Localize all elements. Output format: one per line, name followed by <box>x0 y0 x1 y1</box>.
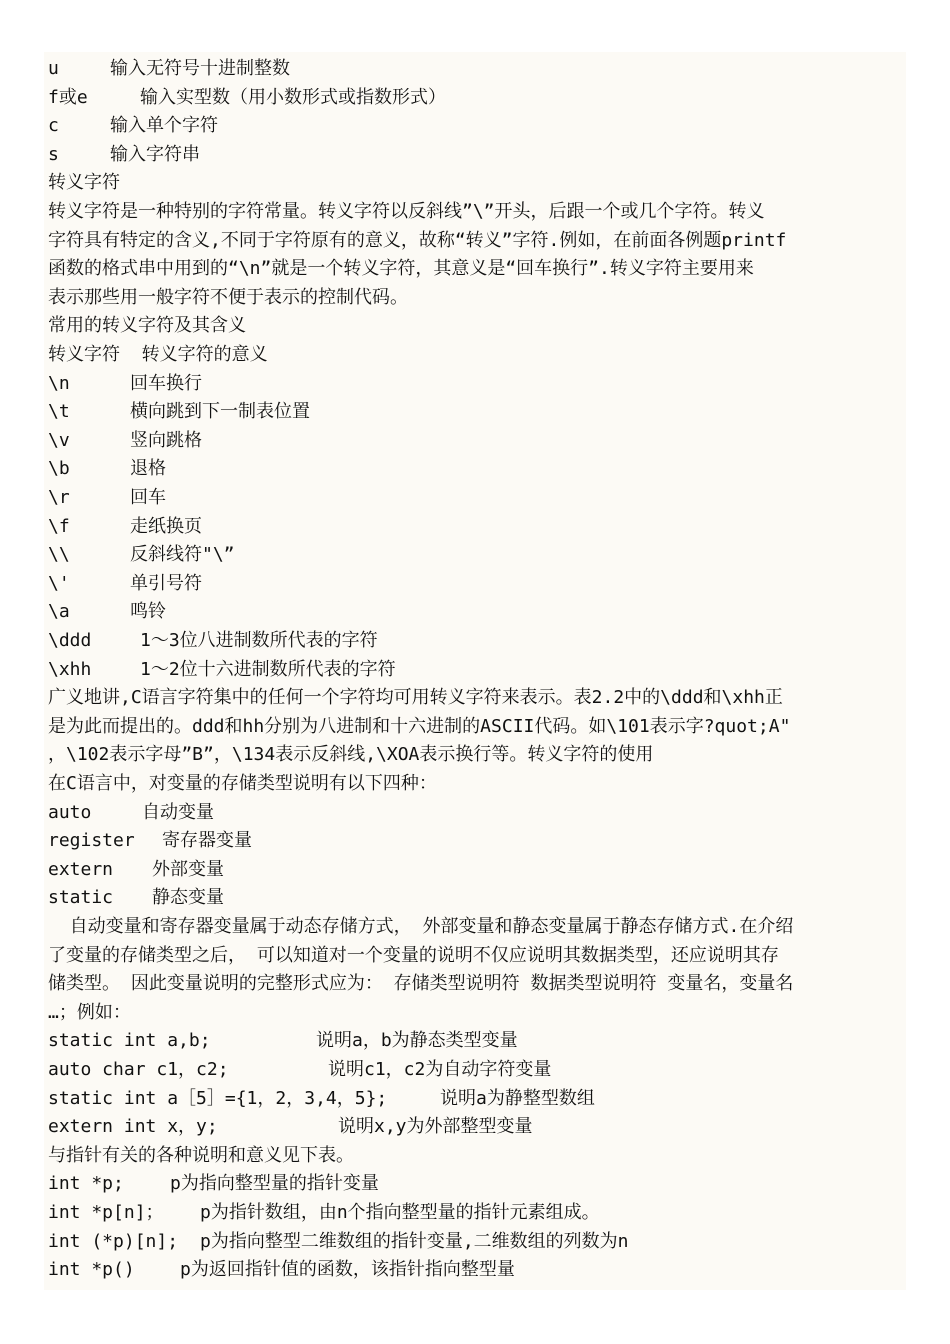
code-term: \\ <box>48 544 70 566</box>
term-description: 退格 <box>130 458 166 480</box>
term-description: p为返回指针值的函数，该指针指向整型量 <box>180 1259 515 1281</box>
code-term: int (*p)[n]; <box>48 1230 179 1252</box>
term-description: 外部变量 <box>152 858 224 880</box>
term-description: 寄存器变量 <box>162 830 252 852</box>
term-description: 输入实型数（用小数形式或指数形式） <box>140 86 446 108</box>
text-line: 了变量的存储类型之后， 可以知道对一个变量的说明不仅应说明其数据类型，还应说明其存 <box>48 944 779 966</box>
text-line: 常用的转义字符及其含义 <box>48 315 246 337</box>
code-term: \r <box>48 487 70 508</box>
term-description: 反斜线符"\” <box>130 544 235 566</box>
term-description: 输入单个字符 <box>110 115 218 137</box>
term-description: p为指针数组，由n个指向整型量的指针元素组成。 <box>200 1202 600 1223</box>
code-term: s <box>48 143 59 165</box>
code-term: \n <box>48 372 70 394</box>
code-term: \v <box>48 429 70 451</box>
code-term: auto <box>48 801 92 823</box>
code-term: static int a［5］={1，2，3,4，5}; <box>48 1087 388 1109</box>
document-page <box>44 52 906 1290</box>
code-term: \a <box>48 601 70 623</box>
code-term: \b <box>48 458 70 480</box>
term-description: 回车换行 <box>130 372 202 394</box>
term-description: 说明a，b为静态类型变量 <box>316 1030 518 1052</box>
code-term: int *p[n]； <box>48 1202 164 1223</box>
code-term: \t <box>48 401 70 423</box>
term-description: 说明a为静整型数组 <box>440 1087 595 1109</box>
code-term: int *p() <box>48 1259 135 1281</box>
term-description: 竖向跳格 <box>130 429 202 451</box>
code-term: extern <box>48 858 114 880</box>
code-term: \f <box>48 515 70 537</box>
term-description: 输入字符串 <box>110 143 200 165</box>
text-line: 广义地讲,C语言字符集中的任何一个字符均可用转义字符来表示。表2.2中的\ddd和\xhh正 <box>48 687 783 709</box>
code-term: auto char c1，c2; <box>48 1059 229 1080</box>
term-description: 输入无符号十进制整数 <box>110 58 290 79</box>
code-term: static int a,b; <box>48 1030 211 1052</box>
term-description: p为指向整型量的指针变量 <box>170 1173 379 1195</box>
code-term: c <box>48 115 59 137</box>
term-description: p为指向整型二维数组的指针变量,二维数组的列数为n <box>200 1230 629 1252</box>
text-line: …；例如： <box>48 1001 131 1023</box>
code-term: extern int x，y; <box>48 1116 218 1138</box>
term-description: 鸣铃 <box>130 601 166 623</box>
term-description: 走纸换页 <box>130 515 202 537</box>
term-description: 1～2位十六进制数所代表的字符 <box>140 658 396 680</box>
term-description: 自动变量 <box>142 801 214 823</box>
code-term: int *p; <box>48 1173 124 1195</box>
text-line: 是为此而提出的。ddd和hh分别为八进制和十六进制的ASCII代码。如\101表示字?quot;A" <box>48 715 791 737</box>
term-description: 说明c1，c2为自动字符变量 <box>328 1059 552 1080</box>
code-term: register <box>48 830 135 852</box>
text-line: 自动变量和寄存器变量属于动态存储方式， 外部变量和静态变量属于静态存储方式.在介绍 <box>48 916 794 937</box>
term-description: 静态变量 <box>152 887 224 909</box>
text-line: ，\102表示字母”B”，\134表示反斜线,\XOA表示换行等。转义字符的使用 <box>48 744 654 766</box>
term-description: 回车 <box>130 487 166 508</box>
text-line: 转义字符 转义字符的意义 <box>48 344 268 365</box>
text-line: 与指针有关的各种说明和意义见下表。 <box>48 1144 354 1166</box>
term-description: 说明x,y为外部整型变量 <box>338 1116 533 1138</box>
code-term: u <box>48 58 59 79</box>
text-line: 转义字符 <box>48 172 120 194</box>
code-term: static <box>48 887 114 909</box>
term-description: 横向跳到下一制表位置 <box>130 401 310 423</box>
text-line: 储类型。 因此变量说明的完整形式应为： 存储类型说明符 数据类型说明符 变量名，变量名 <box>48 973 794 995</box>
text-line: 转义字符是一种特别的字符常量。转义字符以反斜线”\”开头，后跟一个或几个字符。转义 <box>48 201 765 222</box>
text-line: 在C语言中，对变量的存储类型说明有以下四种： <box>48 773 437 794</box>
code-term: f或e <box>48 86 88 108</box>
code-term: \' <box>48 572 70 594</box>
term-description: 1～3位八进制数所代表的字符 <box>140 630 378 651</box>
text-line: 表示那些用一般字符不便于表示的控制代码。 <box>48 286 408 308</box>
code-term: \xhh <box>48 658 92 680</box>
text-line: 字符具有特定的含义,不同于字符原有的意义，故称“转义”字符.例如，在前面各例题printf <box>48 229 787 251</box>
code-term: \ddd <box>48 630 92 651</box>
text-line: 函数的格式串中用到的“\n”就是一个转义字符，其意义是“回车换行”.转义字符主要用来 <box>48 258 754 280</box>
term-description: 单引号符 <box>130 572 202 594</box>
